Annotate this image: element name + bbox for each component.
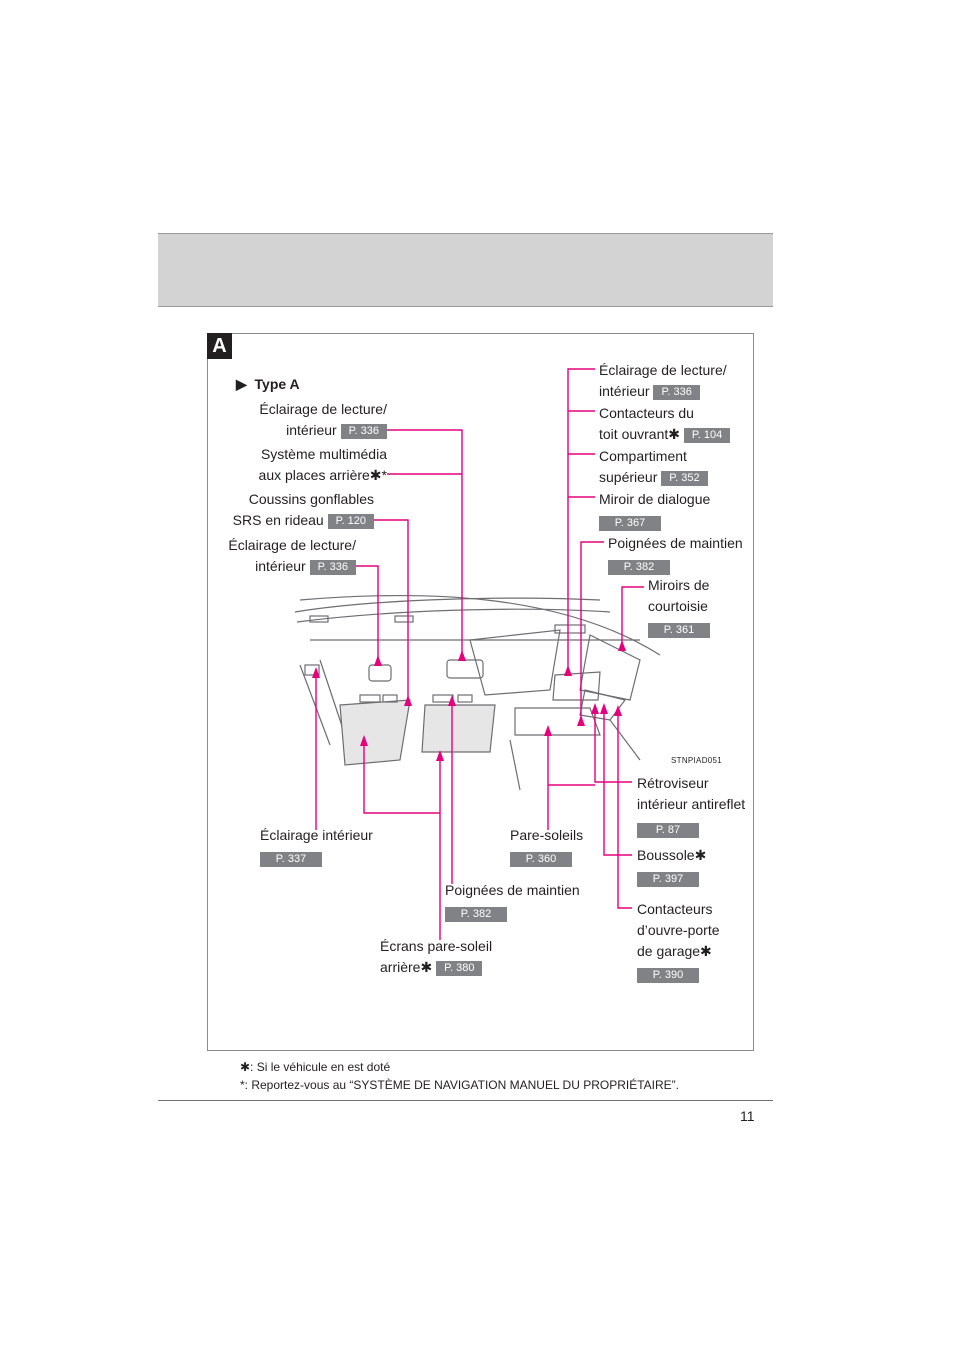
page-ref-badge: P. 390 bbox=[637, 968, 699, 983]
label-text: Miroirs de bbox=[648, 577, 710, 593]
label-text: Rétroviseur bbox=[637, 775, 709, 791]
label-text: Éclairage de lecture/ bbox=[599, 362, 727, 378]
page-ref-badge: P. 397 bbox=[637, 872, 699, 887]
label-rear-multimedia bbox=[200, 444, 387, 486]
label-interior-light bbox=[260, 825, 373, 869]
footnote-equipped: ✱: Si le véhicule en est doté bbox=[240, 1060, 391, 1074]
label-text: intérieur bbox=[255, 558, 306, 574]
page-number: 11 bbox=[740, 1108, 755, 1124]
footnote-navigation: *: Reportez-vous au “SYSTÈME DE NAVIGATION MANUEL DU PROPRIÉTAIRE”. bbox=[240, 1078, 679, 1092]
label-text: Contacteurs bbox=[637, 901, 713, 917]
label-compass bbox=[637, 845, 706, 889]
label-text: intérieur bbox=[286, 422, 337, 438]
label-text: Éclairage de lecture/ bbox=[259, 401, 387, 417]
page-ref-badge: P. 360 bbox=[510, 852, 572, 867]
car-interior-drawing bbox=[295, 595, 660, 790]
label-text: Pare-soleils bbox=[510, 827, 584, 843]
label-curtain-airbags bbox=[180, 489, 374, 531]
section-tag: A bbox=[207, 333, 232, 359]
page-ref-badge: P. 382 bbox=[608, 560, 670, 575]
label-text: Éclairage intérieur bbox=[260, 827, 373, 843]
label-conversation-mirror bbox=[599, 489, 710, 533]
image-id: STNPIAD051 bbox=[671, 756, 723, 765]
label-reading-light-a bbox=[200, 399, 387, 441]
page-ref-badge: P. 367 bbox=[599, 516, 661, 531]
label-sunroof-switches bbox=[599, 403, 730, 445]
page-ref-badge: P. 104 bbox=[684, 428, 730, 443]
label-text: SRS en rideau bbox=[232, 512, 324, 528]
label-text: Compartiment bbox=[599, 448, 687, 464]
page-ref-badge: P. 120 bbox=[328, 514, 374, 529]
label-reading-light-b bbox=[170, 535, 356, 577]
label-text: Écrans pare-soleil bbox=[380, 938, 493, 954]
bottom-rule bbox=[158, 1100, 773, 1101]
page-ref-badge: P. 336 bbox=[653, 385, 699, 400]
page-ref-badge: P. 337 bbox=[260, 852, 322, 867]
label-overhead-console bbox=[599, 446, 708, 488]
label-assist-grips-bottom bbox=[445, 880, 580, 924]
label-sun-visors bbox=[510, 825, 583, 869]
label-text: supérieur bbox=[599, 469, 658, 485]
label-rearview-mirror bbox=[637, 773, 745, 840]
label-text: intérieur bbox=[599, 383, 650, 399]
label-text: Système multimédia bbox=[260, 446, 387, 462]
label-text: Poignées de maintien bbox=[445, 882, 580, 898]
label-text: aux places arrière✱* bbox=[258, 467, 387, 483]
label-text: Éclairage de lecture/ bbox=[228, 537, 356, 553]
page-ref-badge: P. 352 bbox=[661, 471, 707, 486]
label-text: arrière✱ bbox=[380, 959, 433, 975]
label-text: de garage✱ bbox=[637, 943, 712, 959]
page-ref-badge: P. 361 bbox=[648, 623, 710, 638]
page-ref-badge: P. 336 bbox=[310, 560, 356, 575]
label-text: Contacteurs du bbox=[599, 405, 694, 421]
label-text: d’ouvre-porte bbox=[637, 922, 720, 938]
label-text: Coussins gonflables bbox=[248, 491, 374, 507]
label-assist-grips-top bbox=[608, 533, 743, 577]
label-reading-light-right bbox=[599, 360, 727, 402]
type-a-label: ▶ Type A bbox=[236, 376, 300, 392]
label-vanity-mirrors bbox=[648, 575, 710, 640]
label-text: Boussole✱ bbox=[637, 847, 707, 863]
label-garage-door-opener bbox=[637, 899, 720, 985]
label-text: Miroir de dialogue bbox=[599, 491, 711, 507]
label-rear-sunshades bbox=[380, 936, 492, 978]
label-text: courtoisie bbox=[648, 598, 708, 614]
page-ref-badge: P. 380 bbox=[436, 961, 482, 976]
page-ref-badge: P. 87 bbox=[637, 823, 699, 838]
label-text: Poignées de maintien bbox=[608, 535, 743, 551]
type-a-text: Type A bbox=[254, 376, 300, 392]
label-text: intérieur antireflet bbox=[637, 796, 746, 812]
page-ref-badge: P. 336 bbox=[341, 424, 387, 439]
label-text: toit ouvrant✱ bbox=[599, 426, 680, 442]
page-ref-badge: P. 382 bbox=[445, 907, 507, 922]
